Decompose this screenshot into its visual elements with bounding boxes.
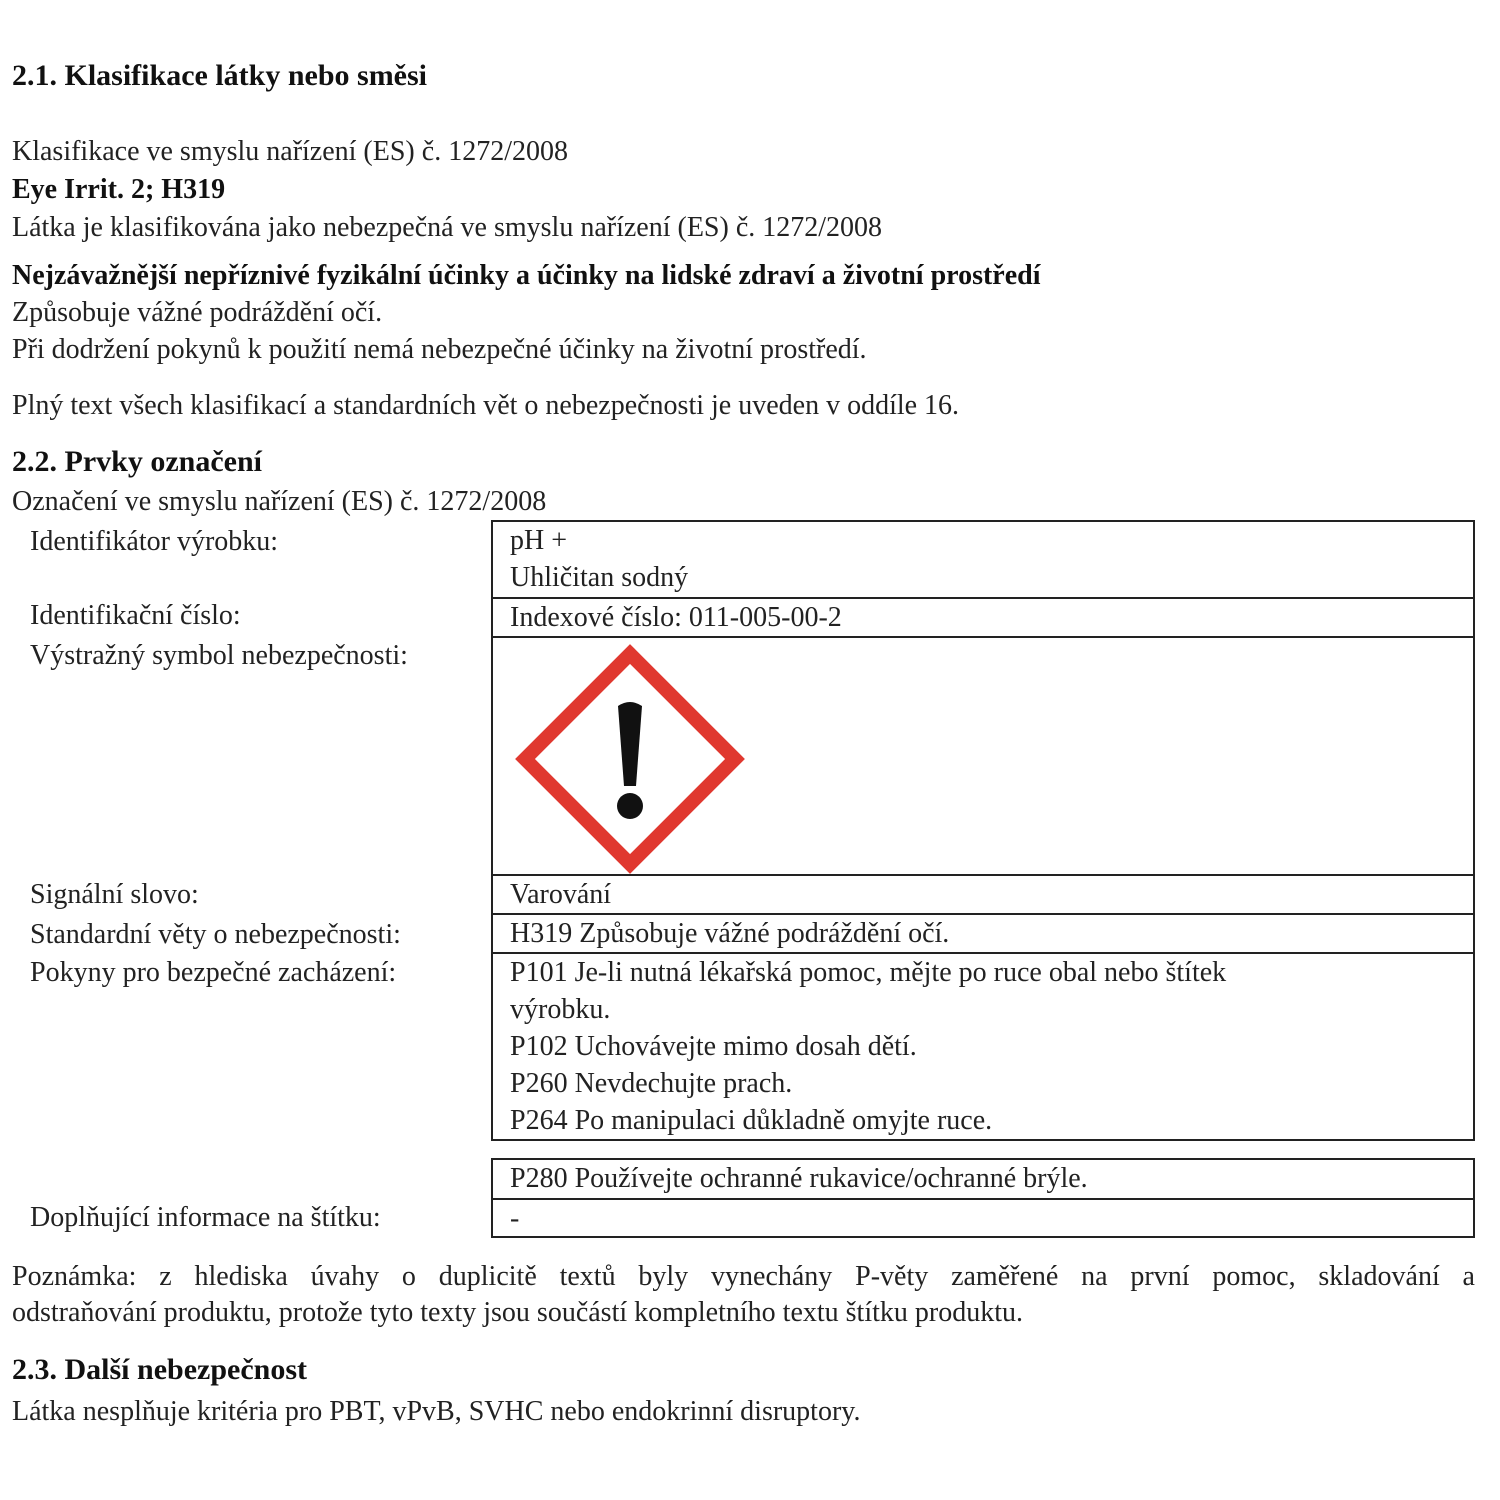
product-name: pH +: [510, 525, 568, 556]
p264-statement: P264 Po manipulaci důkladně omyjte ruce.: [510, 1105, 993, 1136]
label-identification-number: Identifikační číslo:: [30, 600, 241, 631]
classification-code: Eye Irrit. 2; H319: [12, 174, 226, 205]
label-hazard-statements: Standardní věty o nebezpečnosti:: [30, 919, 401, 950]
supplementary-info-value: -: [510, 1203, 520, 1234]
signal-word: Varování: [510, 879, 612, 910]
label-supplementary-info: Doplňující informace na štítku:: [30, 1202, 381, 1233]
effects-text-2: Při dodržení pokynů k použití nemá nebezpečné účinky na životní prostředí.: [12, 334, 867, 365]
p101-line-1: P101 Je-li nutná lékařská pomoc, mějte po ruce obal nebo štítek: [510, 957, 1227, 988]
effects-text-1: Způsobuje vážné podráždění očí.: [12, 297, 383, 328]
cell-product-identifier: [493, 522, 1473, 599]
ghs07-exclamation-icon: [515, 644, 745, 874]
product-substance: Uhličitan sodný: [510, 562, 689, 593]
classification-statement: Látka je klasifikována jako nebezpečná ve smyslu nařízení (ES) č. 1272/2008: [12, 212, 883, 243]
hazard-statement-h319: H319 Způsobuje vážné podráždění očí.: [510, 918, 950, 949]
label-product-identifier: Identifikátor výrobku:: [30, 526, 279, 557]
p102-statement: P102 Uchovávejte mimo dosah dětí.: [510, 1031, 917, 1062]
label-hazard-symbol: Výstražný symbol nebezpečnosti:: [30, 640, 408, 671]
section-2-2-heading: 2.2. Prvky označení: [12, 445, 262, 478]
note-line-2: odstraňování produktu, protože tyto texty jsou součástí kompletního textu štítku produktu.: [12, 1297, 1023, 1328]
note-line-1: Poznámka: z hlediska úvahy o duplicitě textů byly vynechány P-věty zaměřené na první pomoc, skladování a: [12, 1261, 1475, 1292]
cell-precautionary-statements: [493, 952, 1473, 1141]
labelling-table: [491, 520, 1475, 1141]
cell-signal-word: [493, 874, 1473, 914]
p101-line-2: výrobku.: [510, 994, 611, 1025]
cell-hazard-symbol: [493, 636, 1473, 876]
section-2-1-heading: 2.1. Klasifikace látky nebo směsi: [12, 59, 428, 92]
cell-identification-number: [493, 597, 1473, 637]
section-2-3-heading: 2.3. Další nebezpečnost: [12, 1353, 307, 1386]
effects-heading: Nejzávažnější nepříznivé fyzikální účinky a účinky na lidské zdraví a životní prostředí: [12, 260, 1041, 291]
cell-hazard-statements: [493, 913, 1473, 953]
labelling-subtitle: Označení ve smyslu nařízení (ES) č. 1272/2008: [12, 486, 547, 517]
classification-regulation: Klasifikace ve smyslu nařízení (ES) č. 1272/2008: [12, 136, 568, 167]
p280-statement: P280 Používejte ochranné rukavice/ochranné brýle.: [510, 1163, 1088, 1194]
other-hazards-text: Látka nesplňuje kritéria pro PBT, vPvB, SVHC nebo endokrinní disruptory.: [12, 1396, 861, 1427]
cell-p280: [493, 1160, 1473, 1200]
p260-statement: P260 Nevdechujte prach.: [510, 1068, 793, 1099]
index-number: Indexové číslo: 011-005-00-2: [510, 602, 842, 633]
label-signal-word: Signální slovo:: [30, 879, 199, 910]
cell-supplementary-info: [493, 1198, 1473, 1238]
label-precautionary-statements: Pokyny pro bezpečné zacházení:: [30, 957, 397, 988]
fulltext-reference: Plný text všech klasifikací a standardních vět o nebezpečnosti je uveden v oddíle 16.: [12, 390, 960, 421]
labelling-table-continued: [491, 1158, 1475, 1238]
